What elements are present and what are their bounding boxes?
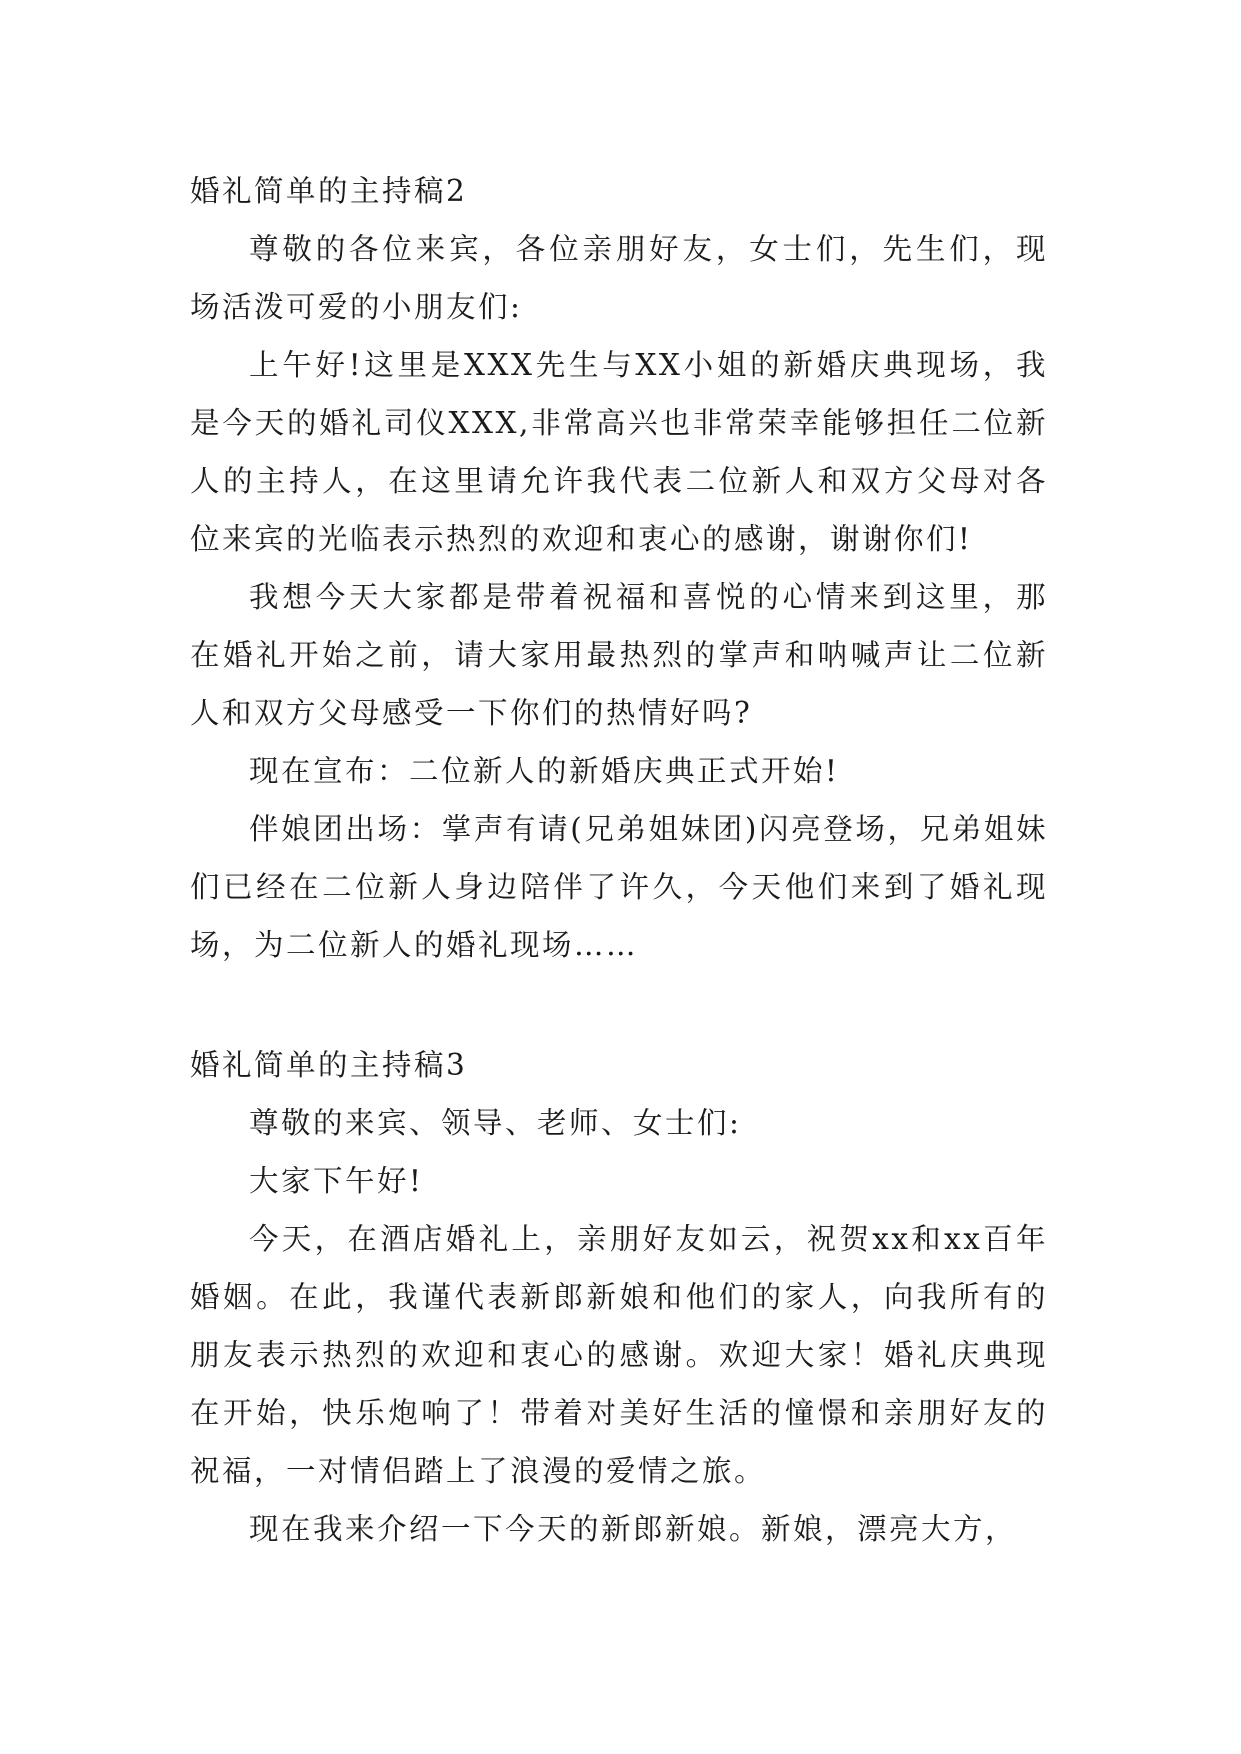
paragraph: 尊敬的各位来宾，各位亲朋好友，女士们，先生们，现场活泼可爱的小朋友们: bbox=[190, 232, 1048, 324]
paragraph: 现在宣布：二位新人的新婚庆典正式开始! bbox=[249, 754, 840, 788]
section-title: 婚礼简单的主持稿3 bbox=[190, 1048, 468, 1082]
paragraph: 今天，在酒店婚礼上，亲朋好友如云，祝贺xx和xx百年婚姻。在此，我谨代表新郎新娘和他们的家人，向我所有的朋友表示热烈的欢迎和衷心的感谢。欢迎大家！婚礼庆典现在开始，快乐炮响了！带着对美好生活的憧憬和亲朋好友的祝福，一对情侣踏上了浪漫的爱情之旅。 bbox=[190, 1222, 1048, 1488]
paragraph: 伴娘团出场：掌声有请(兄弟姐妹团)闪亮登场，兄弟姐妹们已经在二位新人身边陪伴了许久，今天他们来到了婚礼现场，为二位新人的婚礼现场…… bbox=[190, 812, 1048, 962]
paragraph: 上午好!这里是XXX先生与XX小姐的新婚庆典现场，我是今天的婚礼司仪XXX,非常高兴也非常荣幸能够担任二位新人的主持人，在这里请允许我代表二位新人和双方父母对各位来宾的光临表示热烈的欢迎和衷心的感谢，谢谢你们! bbox=[190, 348, 1048, 556]
section-host-script-2 bbox=[190, 162, 1048, 974]
section-host-script-3 bbox=[190, 1036, 1048, 1558]
paragraph: 大家下午好! bbox=[249, 1164, 424, 1198]
section-title: 婚礼简单的主持稿2 bbox=[190, 174, 468, 208]
paragraph: 现在我来介绍一下今天的新郎新娘。新娘，漂亮大方， bbox=[249, 1512, 1018, 1546]
document-body bbox=[190, 162, 1048, 1558]
paragraph: 尊敬的来宾、领导、老师、女士们: bbox=[249, 1106, 742, 1140]
paragraph: 我想今天大家都是带着祝福和喜悦的心情来到这里，那在婚礼开始之前，请大家用最热烈的掌声和呐喊声让二位新人和双方父母感受一下你们的热情好吗? bbox=[190, 580, 1048, 730]
